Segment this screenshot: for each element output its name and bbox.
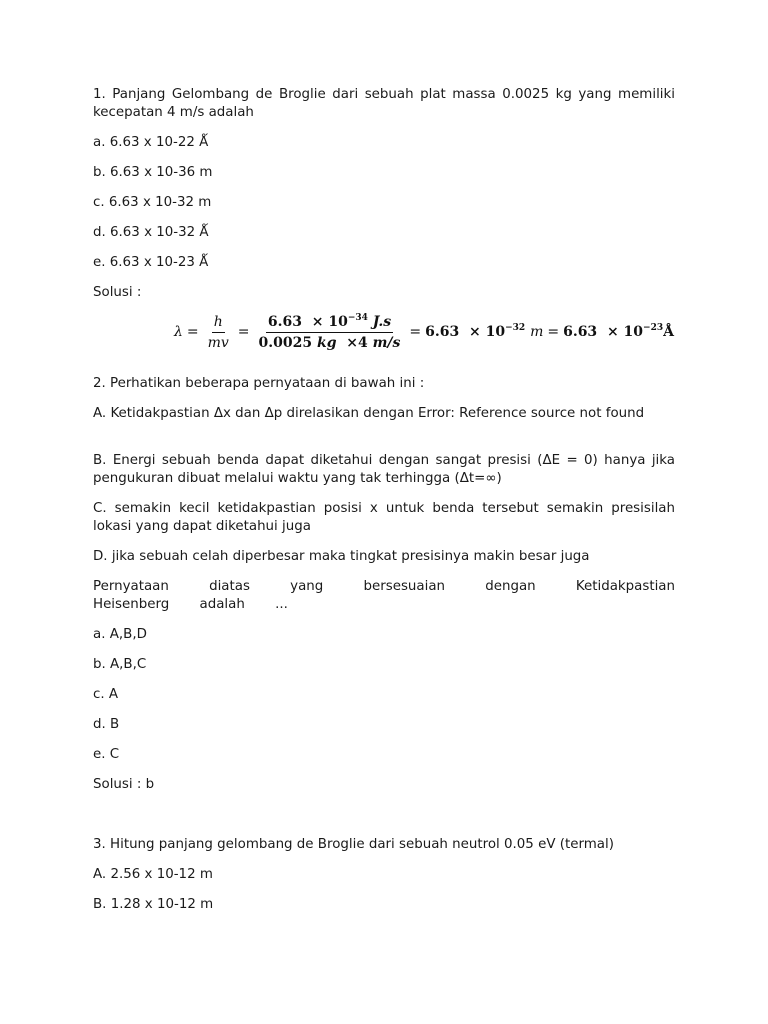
q2-statement-a: A. Ketidakpastian Δx dan Δp direlasikan dengan Error: Reference source not found — [93, 406, 645, 421]
q1-option-d: d. 6.63 x 10-32 Ǻ — [93, 225, 209, 240]
q1-option-c: c. 6.63 x 10-32 m — [93, 195, 212, 210]
q2-option-e: e. C — [93, 747, 120, 762]
eq-r2-unit: Å — [663, 324, 674, 340]
q1-option-e: e. 6.63 x 10-23 Ǻ — [93, 255, 209, 270]
eq-den-unit1: kg — [317, 334, 337, 351]
eq-num-exp: −34 — [347, 312, 368, 323]
q1-option-b: b. 6.63 x 10-36 m — [93, 165, 213, 180]
q2-option-c: c. A — [93, 687, 119, 702]
eq-mv: mv — [207, 334, 229, 351]
eq-den-times: ×4 — [346, 334, 368, 351]
q2-question: Pernyataan diatas yang bersesuaian dengan Ketidakpastian Heisenberg adalah ... — [93, 579, 675, 612]
q2-statement-d: D. jika sebuah celah diperbesar maka tingkat presisinya makin besar juga — [93, 549, 590, 564]
question-1-stem: 1. Panjang Gelombang de Broglie dari sebuah plat massa 0.0025 kg yang memiliki kecepatan 4 m/s adalah — [93, 87, 675, 120]
q2-option-b: b. A,B,C — [93, 657, 147, 672]
eq-result-1 — [425, 324, 543, 340]
q2-statement-b: B. Energi sebuah benda dapat diketahui dengan sangat presisi (ΔE = 0) hanya jika pengukuran dibuat melalui waktu yang tak terhingga (Δt=∞) — [93, 453, 675, 486]
eq-equals-2: = — [237, 324, 250, 340]
q1-option-a: a. 6.63 x 10-22 Ǻ — [93, 135, 209, 150]
q3-option-b: B. 1.28 x 10-12 m — [93, 897, 214, 912]
eq-den-unit2: m/s — [372, 334, 401, 351]
q1-solution-equation — [174, 312, 674, 352]
eq-fraction-h-over-mv — [206, 314, 231, 351]
eq-r1-exp: −32 — [505, 323, 526, 333]
q2-statement-c: C. semakin kecil ketidakpastian posisi x untuk benda tersebut semakin presisilah lokasi yang dapat diketahui juga — [93, 501, 675, 534]
question-2-stem: 2. Perhatikan beberapa pernyataan di bawah ini : — [93, 376, 425, 391]
q3-option-a: A. 2.56 x 10-12 m — [93, 867, 213, 882]
eq-equals-1: = — [186, 324, 199, 340]
question-3-stem: 3. Hitung panjang gelombang de Broglie dari sebuah neutrol 0.05 eV (termal) — [93, 837, 614, 852]
q1-solution-label: Solusi : — [93, 285, 142, 300]
eq-equals-4: = — [547, 324, 560, 340]
q2-option-a: a. A,B,D — [93, 627, 147, 642]
eq-denominator — [257, 333, 403, 351]
eq-lambda: λ — [174, 324, 183, 340]
eq-equals-3: = — [409, 324, 422, 340]
eq-r2-times: × 10 — [606, 324, 644, 340]
q2-solution: Solusi : b — [93, 777, 155, 792]
eq-num-value: 6.63 — [267, 313, 302, 330]
eq-r2-exp: −23 — [643, 323, 664, 333]
eq-numerator — [266, 314, 393, 333]
eq-num-unit: J.s — [372, 313, 392, 330]
eq-r1-unit: m — [530, 324, 544, 340]
eq-r1-times: × 10 — [469, 324, 506, 340]
eq-r1-value: 6.63 — [425, 324, 460, 340]
eq-r2-value: 6.63 — [563, 324, 598, 340]
q2-option-d: d. B — [93, 717, 120, 732]
eq-result-2 — [563, 324, 674, 340]
eq-fraction-values — [257, 314, 403, 351]
eq-h: h — [212, 314, 225, 333]
eq-den-value: 0.0025 — [258, 334, 313, 351]
eq-num-times: × 10 — [311, 313, 348, 330]
